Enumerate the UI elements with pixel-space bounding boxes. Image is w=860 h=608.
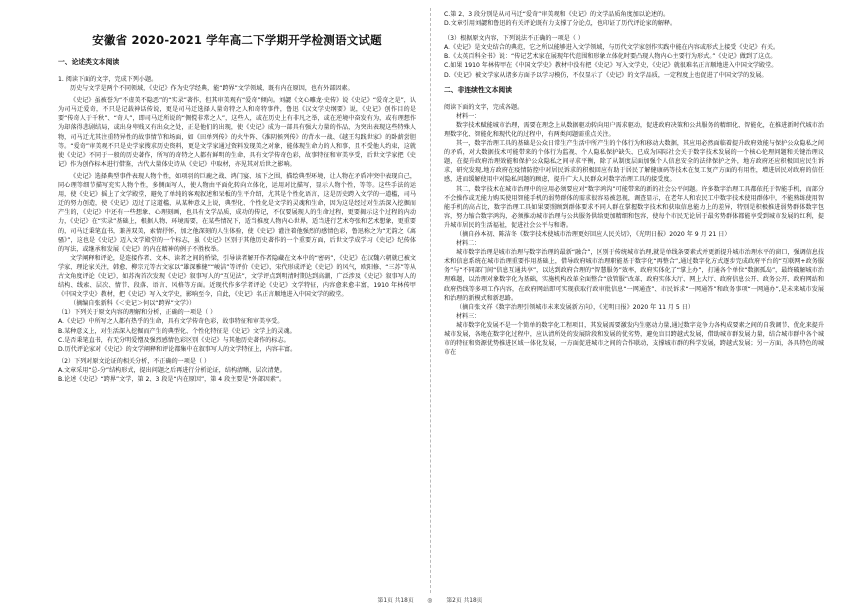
material-paragraph: 其二，数字技术在城市治理中的应用必须要应对“数字鸿沟”可能带来的新的社会公平问题。许多数字治理工具都依托于智能手机，而部分不会操作或无能力购买使用智能手机的弱势群体的需求很容易被忽视，调查显示，在老年人和农民工中数字技术使用群体中，不能熟练使用智能手机的高占比，数字治理工具如果要照顾到群体要求不同人群在掌握数字技术和获取信息能力上的差异，特别是积极推进弱势群体数字包容，努力缩合数字鸿沟，必须推动城市治理与公共服务供给更加精细和包容，使每个市民无论居于最劣势群体都能享受到城市发展的红利，提升城市居民的生活福祉，促进社会公平与和谐。 [444, 185, 824, 229]
answer-option: D.文章引用刘勰和鲁迅的有关评论既有力支撑了分论点，也印证了历代评论家的解释。 [444, 20, 677, 28]
question-stem: （3）根据原文内容，下列说法不正确的一项是（ ） [444, 35, 584, 43]
answer-option: D.《史记》被文学家从诸多方面予以学习模仿，不仅显示了《史记》的文学品质，一定程度上也促进了中国文学的发展。 [444, 71, 768, 79]
material-source: （摘自孙本初、陈洁冬《数字技术使城市治理更好回应人民关切》，《光明日报》2020 年 9 月 21 日） [456, 230, 731, 238]
answer-option: C.是否秉笔直书，有无分明爱憎及强烈感情色彩区别《史记》与其他历史著作的标志。 [58, 336, 290, 344]
answer-option: D.历代评论家对《史记》的文学阐释和评论都集中在叙事写人的文学特征上，内容丰富。 [58, 345, 297, 353]
material-paragraph: 数字技术赋能城市治理，需要在理念上从数据驱动转向用户需求驱动，促进政府决策和公共服务的精细化、智能化，在推进新时代城市治理数字化、智能化和现代化的过程中，有两类问题需重点关注。 [444, 121, 824, 138]
reading-instruction: 阅读下面的文字，完成各题。 [444, 103, 524, 111]
page-number-left: 第1页 共18页 [377, 598, 414, 604]
passage-paragraph: 文学阐释和评论，是连接作者、文本、读者之间的桥梁，引导读者解开作者隐藏在文本中的“密码”，《史记》在汉魏六朝就已被文学家、理论家关注，韩愈、柳宗元等古文家以“雄深雅健”“峻洁”等评价《史记》，宋代形成评论《史记》的风气，欧阳修、“三苏”等从古文角度评论《史记》，如苏洵首次发现《史记》叙事写人的“互见法”，文学评点到明清时期达到高潮，广泛涉及《史记》叙事写人的结构、线索、层次、情节、段落、语言、风格等方面。近现代作多学者评论《史记》文学特征，内容愈来愈丰富，1910 年林传甲《中国文学史》教材，把《史记》写入文学史，影响至今，自此，《史记》名正言顺地进入中国文学的殿堂。 [58, 254, 416, 299]
answer-option: A.《史记》是文史结合的典范，它之所以能够进入文学领域，与历代文学家创作实践中能在内容或形式上接受《史记》有关。 [444, 44, 780, 52]
page-footer [0, 595, 860, 604]
passage-paragraph: 《史记》选择典型事件表现人物个性，如项羽的巨鹿之战、鸿门宴、垓下之围，描绘典型环境，让人物在矛盾冲突中表现自己，同心理等细节描写充实人物个性，多侧面写人，使人物由平面化转向立体化，运用对比描写，显示人物个性，等等。这些手法的运用，使《史记》摇上了文学殿堂，避免了单纯的客观叙述和呆板的生平介绍，尤其是个性化语言，这是历史跨入文学的一道槛，司马迁的努力创造，使《史记》迈过了这道槛，从某种意义上说，典型化、个性化是文学的灵魂和生命，因为这是经过对生活深入挖掘而产生的，《史记》中还有一些想象、心理刻画，也具有文学品质，成功的传记，不仅要展现人的生命过程，更要揭示这个过程的内动力，《史记》在“实录”基础上，根据人物、环境需要，在某些情况下，适当推度人物内心世界，适当进行艺术夸张和艺术想象，更重要的，司马迁秉笔直书，兼善双美，索情抒怀，加之他深刻的人生体验，使《史记》灌注着他强烈的感情色彩，鲁迅称之为“无韵之《离骚》”，这也是《史记》迈入文学殿堂的一个标志，虽《史记》区别于其他历史著作的一个重要方面，后世文学成学习《史记》纪传体的写法，或继承和发展《史记》的内在精神的例子不胜枚举。 [58, 172, 416, 253]
footer-separator: ◎ [427, 598, 433, 604]
answer-option: A.文章采用“总-分”结构形式，提出问题之后再进行分析论证，结构清晰，层次清楚。 [58, 366, 286, 374]
material-paragraph: 城市数字化发展不是一个简单的数字化工程项目，其发展需要激发内生驱动力量,通过数字竞争力各构成要素之间的自我调节、优化来提升城市发展，各地在数字化过程中，应认清所处的发展阶段和发展的优劣势，避免盲目跨越式发展，借助城市群发展力量，结合城市群中各个城市的特征和资源优势推进区域一体化发展，一方面促进城市之间的合作联动，支撑城市群的科学发展，跨越式发展；另一方面，各具特色的城市在 [444, 321, 824, 357]
passage-paragraph: 历史与文学是两个不同领域，《史记》作为史学经典，能“跨界”文学领域，既有内在原因，也有外部因素。 [70, 85, 354, 93]
material-paragraph: 其一，数字治理工具的基础是公众日常生产生活中所产生的个体行为和移动大数据，其应用必然面临着提升政府效能与保护公众隐私之间的矛盾，对大数据技术可能带来的个体行为监视、个人隐私保护缺失、已成为国际社会关于数字技术发展的一个核心伦理问题和关键治理议题，在提升政府治理效能和保护公众隐私之间寻求平衡，除了从制度层面加强个人信息安全的法律保护之外，地方政府还应积极回应民生诉求，研究发现,地方政府在疫情防控中对居民诉求的积极回应有助于居民了解健康码等技术在复工复产方面的有用性，增进居民对政府的信任感，进而缓解使用中对隐私问题的顾虑，提升广大人民群众对数字治理工具的接受度。 [444, 140, 824, 184]
page-number-right: 第2页 共18页 [446, 598, 483, 604]
section-one-heading: 一、论述类文本阅读 [58, 58, 120, 66]
answer-option: C.如果 1910 年林传甲在《中国文学史》教材中没有把《史记》写入文学史，《史记》就很难名正言顺地进入中国文学殿堂。 [444, 62, 778, 70]
passage-paragraph: 《史记》虽被誉为“不虚美不隐恶”的“实录”著作，但其审美观有“爱奇”倾向。刘勰《文心雕龙·史传》说《史记》“爱奇之是”，认为司马迁爱奇，不只是记载神话传说，更是司马迁选择人量奇特之人和奇特事件，鲁迅《汉文学史纲要》说，《史记》创作目的是要“传奇人于千秋”、“奇人”，即司马迁所说的“倜傥非常之人”，这些人，或在历史上有非凡之举，或在逆境中奋发有为，或有理想作为却落得悲剧结局，或出身卑贱又有出众之处，正是他们的出现，使《史记》成为一部具有强大力量的作品，为突出表现这些特殊人物，司马迁尤其注重特异性的故事情节和场面，如《田单列传》的火牛阵、《淮阴候列传》的背水一战、《越王勾践世家》的卧薪尝胆等。“爱奇”审美观不只是史学家搜求历史资料，更是文学家通过资料发现美之对象，能体现生命力的人和事，且不受他人约束，这就使《史记》不同于一般的历史著作，所写的奇特之人都有鲜明的生命，具有文学传奇色彩，故事特征和审美享受，后世文学家把《史记》作为创作标本进行借鉴，古代大量体史诗从《史记》中取材，亦见其对后世之影响。 [58, 97, 416, 168]
material-label: 材料一： [456, 112, 481, 120]
section-two-heading: 二、非连续性文本阅读 [444, 85, 512, 94]
question-stem: （1）下列关于原文内容的理解和分析，正确的一项是（ ） [58, 309, 217, 317]
material-paragraph: 城市数字治理是城市治理与数字治理的最新“融合”，区别于传统城市治理,就是单线条要素式并更新提升城市治理水平的窗口，强调信息技术和信息系统在城市治理重要作用基础上，借导政府城市治理职能基于数字化“再整合”,通过数字化方式逐步完成政府平台的“互联网+政务服务”与“不同部门间“信息互通共享”，以达到政府合理的“智慧服务”效率，政府实体化了“掌上办”，打通各个单位“数据孤岛”，最终破解城市治理难题，以治理对象数字化为基础，实施机构改革全面整合“放管服”改革、政府实体大厅、网上大厅、政府信息公开、政务公开、政府网站和政府热线等多项工作内容，在政府网站即可实现获取行政审批信息“一网通查”、市民诉求“一网通答”和政务事项“一网通办”,是未来城市发展和治理的新模式和新思路。 [444, 249, 824, 302]
material-source: （摘自张文祥《数字治理引领城市未来发展新方向》，《光明日报》2020 年 11 月 5 日） [456, 303, 694, 311]
answer-option: B.论述《史记》“跨界”文学，第 2、3 段是“内在原因”，第 4 段主要是“外部因素”。 [58, 376, 286, 383]
material-label: 材料二： [456, 240, 481, 248]
passage-source: （摘编自张新科《＜史记＞何以“跨界”文学》） [70, 300, 196, 308]
question-stem: （2）下列对原文论证的相关分析，不正确的一项是（ ） [58, 357, 211, 365]
answer-option: C.第 2、3 段分别是从司马迁“爱奇”审美观和《史记》的文学品质角度加以论述的。 [444, 11, 670, 18]
answer-option: A.《史记》中所写之人都有热乎的生命，具有文学传奇色彩，故事特征和审美享受。 [58, 318, 284, 326]
right-page [430, 0, 860, 608]
document-title: 安徽省 2020-2021 学年高二下学期开学检测语文试题 [92, 33, 382, 47]
reading-instruction: 1. 阅读下面的文字，完成下列小题。 [58, 76, 158, 83]
material-label: 材料三： [456, 312, 481, 320]
answer-option: B.某种意义上，对生活深入挖掘而产生的典型化、个性化特征是《史记》文学上的灵魂。 [58, 327, 296, 335]
answer-option: B.《太英百科全书》说：“传记艺术家在展现年代范围和形象立体化时要凸现人物内心主要行为形式。”《史记》做到了这点。 [444, 53, 777, 61]
